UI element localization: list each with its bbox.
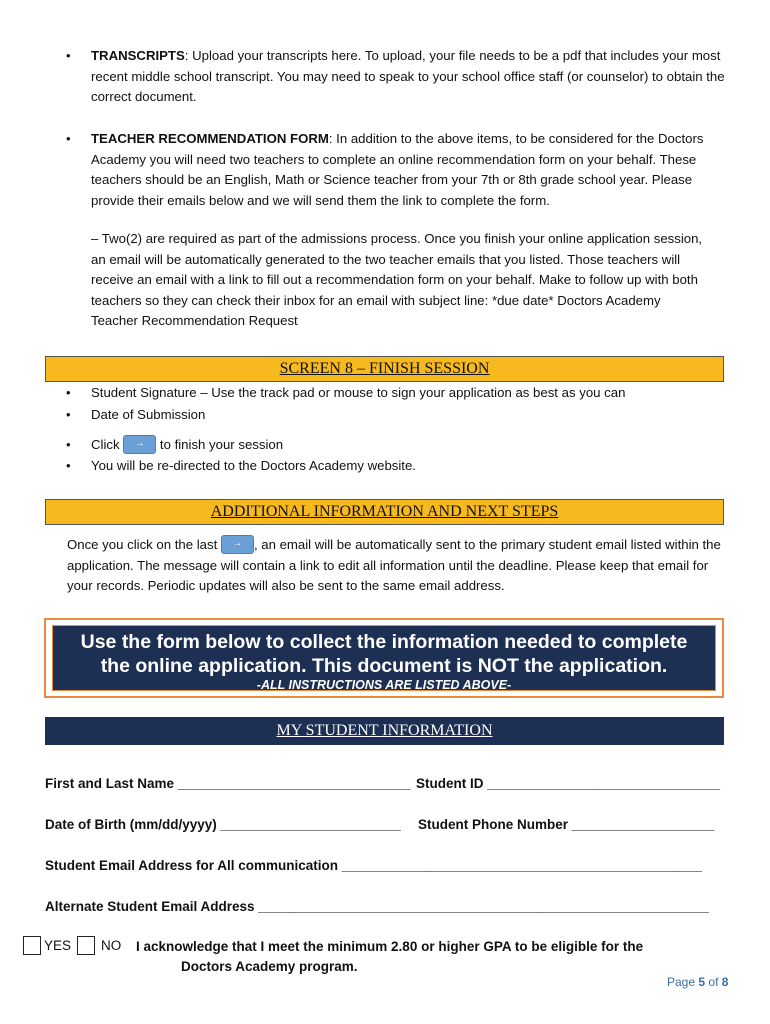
page-label: Page <box>667 975 696 989</box>
finish-arrow-button-icon: → <box>123 435 156 454</box>
dob-field[interactable]: Date of Birth (mm/dd/yyyy) ________________________ <box>45 817 401 832</box>
list-item: • Student Signature – Use the track pad or mouse to sign your application as best as you can <box>64 383 728 404</box>
last-arrow-button-icon: → <box>221 535 254 554</box>
list-item <box>64 435 728 456</box>
ack-line1: I acknowledge that I meet the minimum 2.80 or higher GPA to be eligible for the <box>136 939 644 954</box>
teacher-rec-note: – Two(2) are required as part of the admissions process. Once you finish your online application session, an email will be automatically generated to the two teacher emails that you listed. Those teachers will receive an email with a link to fill out a recommendation form on your behalf. Make to follow up with both teachers so they can check their inbox for an email with subject line: *due date* Doctors Academy Teacher Recommendation Request <box>91 231 703 328</box>
callout-line3: -ALL INSTRUCTIONS ARE LISTED ABOVE- <box>256 678 512 692</box>
student-id-field[interactable]: Student ID _______________________________ <box>416 776 720 791</box>
ack-line2: Doctors Academy program. <box>181 959 358 974</box>
email-field[interactable]: Student Email Address for All communication ________________________________________________ <box>45 858 703 873</box>
student-info-heading: MY STUDENT INFORMATION <box>45 717 724 745</box>
instruction-callout <box>44 618 724 698</box>
page-of: of <box>708 975 719 989</box>
page-total: 8 <box>721 975 729 989</box>
additional-before: Once you click on the last <box>67 537 218 552</box>
alt-email-field[interactable]: Alternate Student Email Address ____________________________________________________________ <box>45 899 709 914</box>
click-text: Click <box>91 437 120 452</box>
screen8-heading: SCREEN 8 – FINISH SESSION <box>45 356 724 382</box>
teacher-rec-text: : In addition to the above items, to be considered for the Doctors Academy you will need two teachers to complete an online recommendation form on your behalf. These teachers should be an English, Math or Science teacher from your 7th or 8th grade school year. Please provide their emails below and we will send them the link to complete the form. <box>91 131 704 208</box>
no-checkbox[interactable] <box>77 936 95 955</box>
teacher-rec-label: TEACHER RECOMMENDATION FORM <box>91 131 329 146</box>
click-after-text: to finish your session <box>159 437 284 452</box>
page-number <box>667 975 728 989</box>
yes-label: YES <box>44 938 72 953</box>
additional-heading: ADDITIONAL INFORMATION AND NEXT STEPS <box>45 499 724 525</box>
list-item: • You will be re-directed to the Doctors Academy website. <box>64 456 728 477</box>
transcripts-text: : Upload your transcripts here. To upload, your file needs to be a pdf that includes your most recent middle school transcript. You may need to speak to your school office staff (or counselor) to obtain the correct document. <box>91 48 725 104</box>
no-label: NO <box>101 938 122 953</box>
callout-line2: the online application. This document is NOT the application. <box>100 655 668 677</box>
page-current: 5 <box>698 975 706 989</box>
transcripts-bullet <box>64 46 728 108</box>
list-item: • Date of Submission <box>64 405 728 426</box>
phone-field[interactable]: Student Phone Number ___________________ <box>418 817 715 832</box>
callout-line1: Use the form below to collect the information needed to complete <box>80 631 688 653</box>
name-field[interactable]: First and Last Name _______________________________ <box>45 776 411 791</box>
transcripts-label: TRANSCRIPTS <box>91 48 185 63</box>
screen8-list <box>64 383 728 476</box>
additional-after: , an email will be automatically sent to the primary student email listed within the application. The message will contain a link to edit all information until the deadline. Please keep that email for your records. Periodic updates will also be sent to the same email address. <box>67 537 721 593</box>
teacher-rec-bullet <box>64 129 728 211</box>
additional-paragraph <box>67 535 727 597</box>
yes-checkbox[interactable] <box>23 936 41 955</box>
